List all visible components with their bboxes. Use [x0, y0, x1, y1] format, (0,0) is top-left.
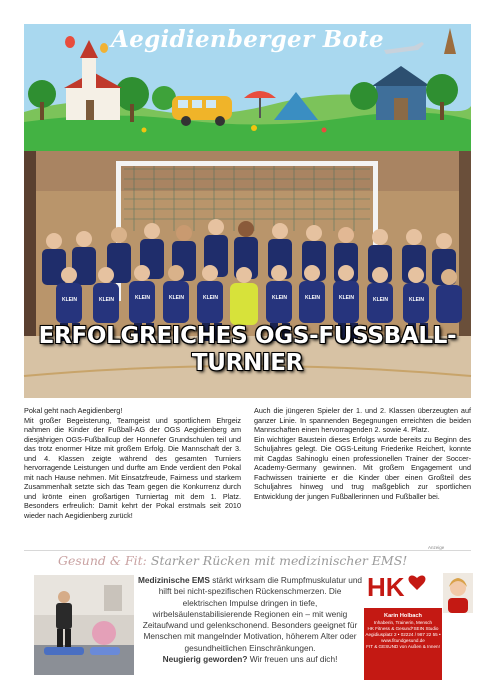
ad-headline-rest: Starker Rücken mit medizinischer EMS! — [150, 553, 408, 568]
jersey-label: KLEIN — [272, 295, 287, 301]
jersey-label: KLEIN — [62, 297, 77, 303]
masthead — [24, 24, 471, 140]
ad-copy-end: Wir freuen uns auf dich! — [249, 654, 338, 665]
article-column-right — [254, 406, 471, 501]
ad-copy-2: Die elektrischen Impulse dringen in tiefe, wirbelsäulenstabilisierende Regionen ein – mit wenig Zeitaufwand und gelenkschonend. Besonders geeignet für Menschen mit mangelnder Motivation, höherem Alter oder gesundheitlichen Einschränkungen. — [142, 586, 358, 653]
article-body — [24, 406, 471, 538]
ems-training-image — [34, 575, 134, 675]
article-paragraph: Auch die jüngeren Spieler der 1. und 2. Klassen überzeugten auf ganzer Linie. In spannenden Begegnungen erreichten die beiden Mannschaften einen hervorragenden 2. sowie 4. Platz. — [254, 406, 471, 435]
contact-address: Aegidiusplatz 2 • 02224 / 987 22 55 • — [365, 632, 441, 638]
jersey-label: KLEIN — [373, 297, 388, 303]
advertisement — [24, 550, 471, 680]
hk-logo-text: HK — [367, 572, 405, 602]
ad-divider — [24, 550, 471, 551]
contact-name: Karin Holbach — [384, 613, 422, 619]
ad-label: Anzeige — [428, 545, 445, 550]
article-lead: Pokal geht nach Aegidienberg! — [24, 406, 123, 415]
newspaper-title: Aegidienberger Bote — [111, 26, 384, 53]
article-paragraph: Ein wichtiger Baustein dieses Erfolgs wurde bereits zu Beginn des Schuljahres gelegt. Die OGS-Leitung Friederike Reichert, konnte mit Cagdas Sahinoglu einen professionellen Trainer der Soccer-Academy-Germany gewinnen. Mit großem Engagement und Fachwissen trainierte er die Kinder über einen Großteil des Schuljahres hinweg und trug maßgeblich zur sportlichen Entwicklung der jungen Fußballerinnen und Fußballer bei. — [254, 434, 471, 501]
jersey-label: KLEIN — [135, 295, 150, 301]
headline-line-1: ERFOLGREICHES OGS-FUSSBALL- — [38, 323, 457, 349]
ad-headline-brand: Gesund & Fit: — [58, 553, 147, 568]
hero-photo — [24, 151, 471, 398]
ad-headline — [58, 553, 407, 568]
contact-card — [364, 608, 442, 680]
contact-role: Inhaberin, Trainerin, Mensch — [373, 620, 433, 625]
contact-slogan: FIT & GESUND von Außen & Innen! — [366, 644, 440, 650]
ad-copy-bold-start: Medizinische EMS — [137, 575, 210, 585]
jersey-label: KLEIN — [339, 295, 354, 301]
ad-copy — [136, 575, 364, 665]
jersey-label: KLEIN — [169, 295, 184, 301]
headline-line-2: TURNIER — [191, 350, 304, 376]
jersey-label: KLEIN — [99, 297, 114, 303]
contact-website[interactable]: www.fitundgesund.de — [381, 638, 425, 644]
ad-photo — [34, 575, 134, 675]
ad-copy-1: stärkt wirksam die Rumpfmuskulatur und hilft bei nicht-spezifischen Rückenschmerzen. — [158, 575, 363, 597]
owner-portrait — [443, 573, 473, 613]
article-column-left — [24, 406, 241, 521]
article-headline — [24, 323, 471, 377]
article-paragraph: Mit großer Begeisterung, Teamgeist und sportlichem Ehrgeiz nahmen die Kinder der Fußball-AG der OGS Aegidienberg am diesjährigen OGS-Fußballcup der Honnefer Grundschulen teil und das trotz enormer Hitze mit großem Erfolg. Die Mannschaft der 3. und 4. Klassen zeigte während des gesamten Turniers hervorragende Leistungen und durfte am Ende verdient den Pokal mit nach Hause nehmen. Mit Einsatzfreude, Fairness und starkem Zusammenhalt setzte sich das Team gegen die Konkurrenz durch und krönte einen großartigen Turniertag mit dem 1. Platz. Besonders erfreulich: Damit kehrt der Pokal erstmals seit 2010 wieder nach Aegidienberg zurück! — [24, 415, 241, 521]
jersey-label: KLEIN — [203, 295, 218, 301]
portrait-image — [443, 573, 473, 613]
contact-studio: HK Fitness & Gesund*SEIN Studio — [367, 626, 439, 632]
jersey-label: KLEIN — [305, 295, 320, 301]
hk-logo — [361, 572, 439, 602]
ad-copy-bold-end: Neugierig geworden? — [162, 654, 248, 665]
jersey-label: KLEIN — [409, 297, 424, 303]
